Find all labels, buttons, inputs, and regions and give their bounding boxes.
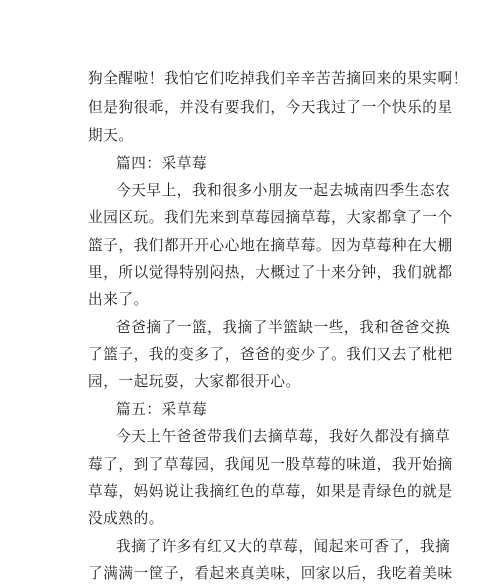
- section-heading: 篇四：采草莓: [116, 155, 208, 172]
- text-line: 了满满一筐子，看起来真美味，回家以后，我吃着美味: [88, 565, 453, 582]
- text-line: 了篮子，我的变多了，爸爸的变少了。我们又去了枇杷: [88, 346, 453, 363]
- text-line: 园，一起玩耍，大家都很开心。: [88, 373, 301, 390]
- text-line: 今天早上，我和很多小朋友一起去城南四季生态农: [116, 182, 451, 199]
- text-line: 出来了。: [88, 291, 149, 308]
- text-line: 莓了，到了草莓园，我闻见一股草莓的味道，我开始摘: [88, 456, 453, 473]
- text-line: 但是狗很乖，并没有要我们，今天我过了一个快乐的星: [88, 99, 453, 116]
- text-line: 今天上午爸爸带我们去摘草莓，我好久都没有摘草: [116, 428, 451, 445]
- text-line: 狗全醒啦！我怕它们吃掉我们辛辛苦苦摘回来的果实啊！: [88, 70, 468, 87]
- text-line: 里，所以觉得特别闷热，大概过了十来分钟，我们就都: [88, 264, 453, 281]
- text-line: 草莓，妈妈说让我摘红色的草莓，如果是青绿色的就是: [88, 483, 453, 500]
- text-line: 篮子，我们都开开心心地在摘草莓。因为草莓种在大棚: [88, 237, 453, 254]
- text-line: 我摘了许多有红又大的草莓，闻起来可香了，我摘: [116, 538, 451, 555]
- text-line: 爸爸摘了一篮，我摘了半篮缺一些，我和爸爸交换: [116, 319, 451, 336]
- text-line: 业园区玩。我们先来到草莓园摘草莓，大家都拿了一个: [88, 209, 453, 226]
- text-line: 期天。: [88, 127, 134, 144]
- text-line: 没成熟的。: [88, 510, 164, 527]
- section-heading: 篇五：采草莓: [116, 401, 208, 418]
